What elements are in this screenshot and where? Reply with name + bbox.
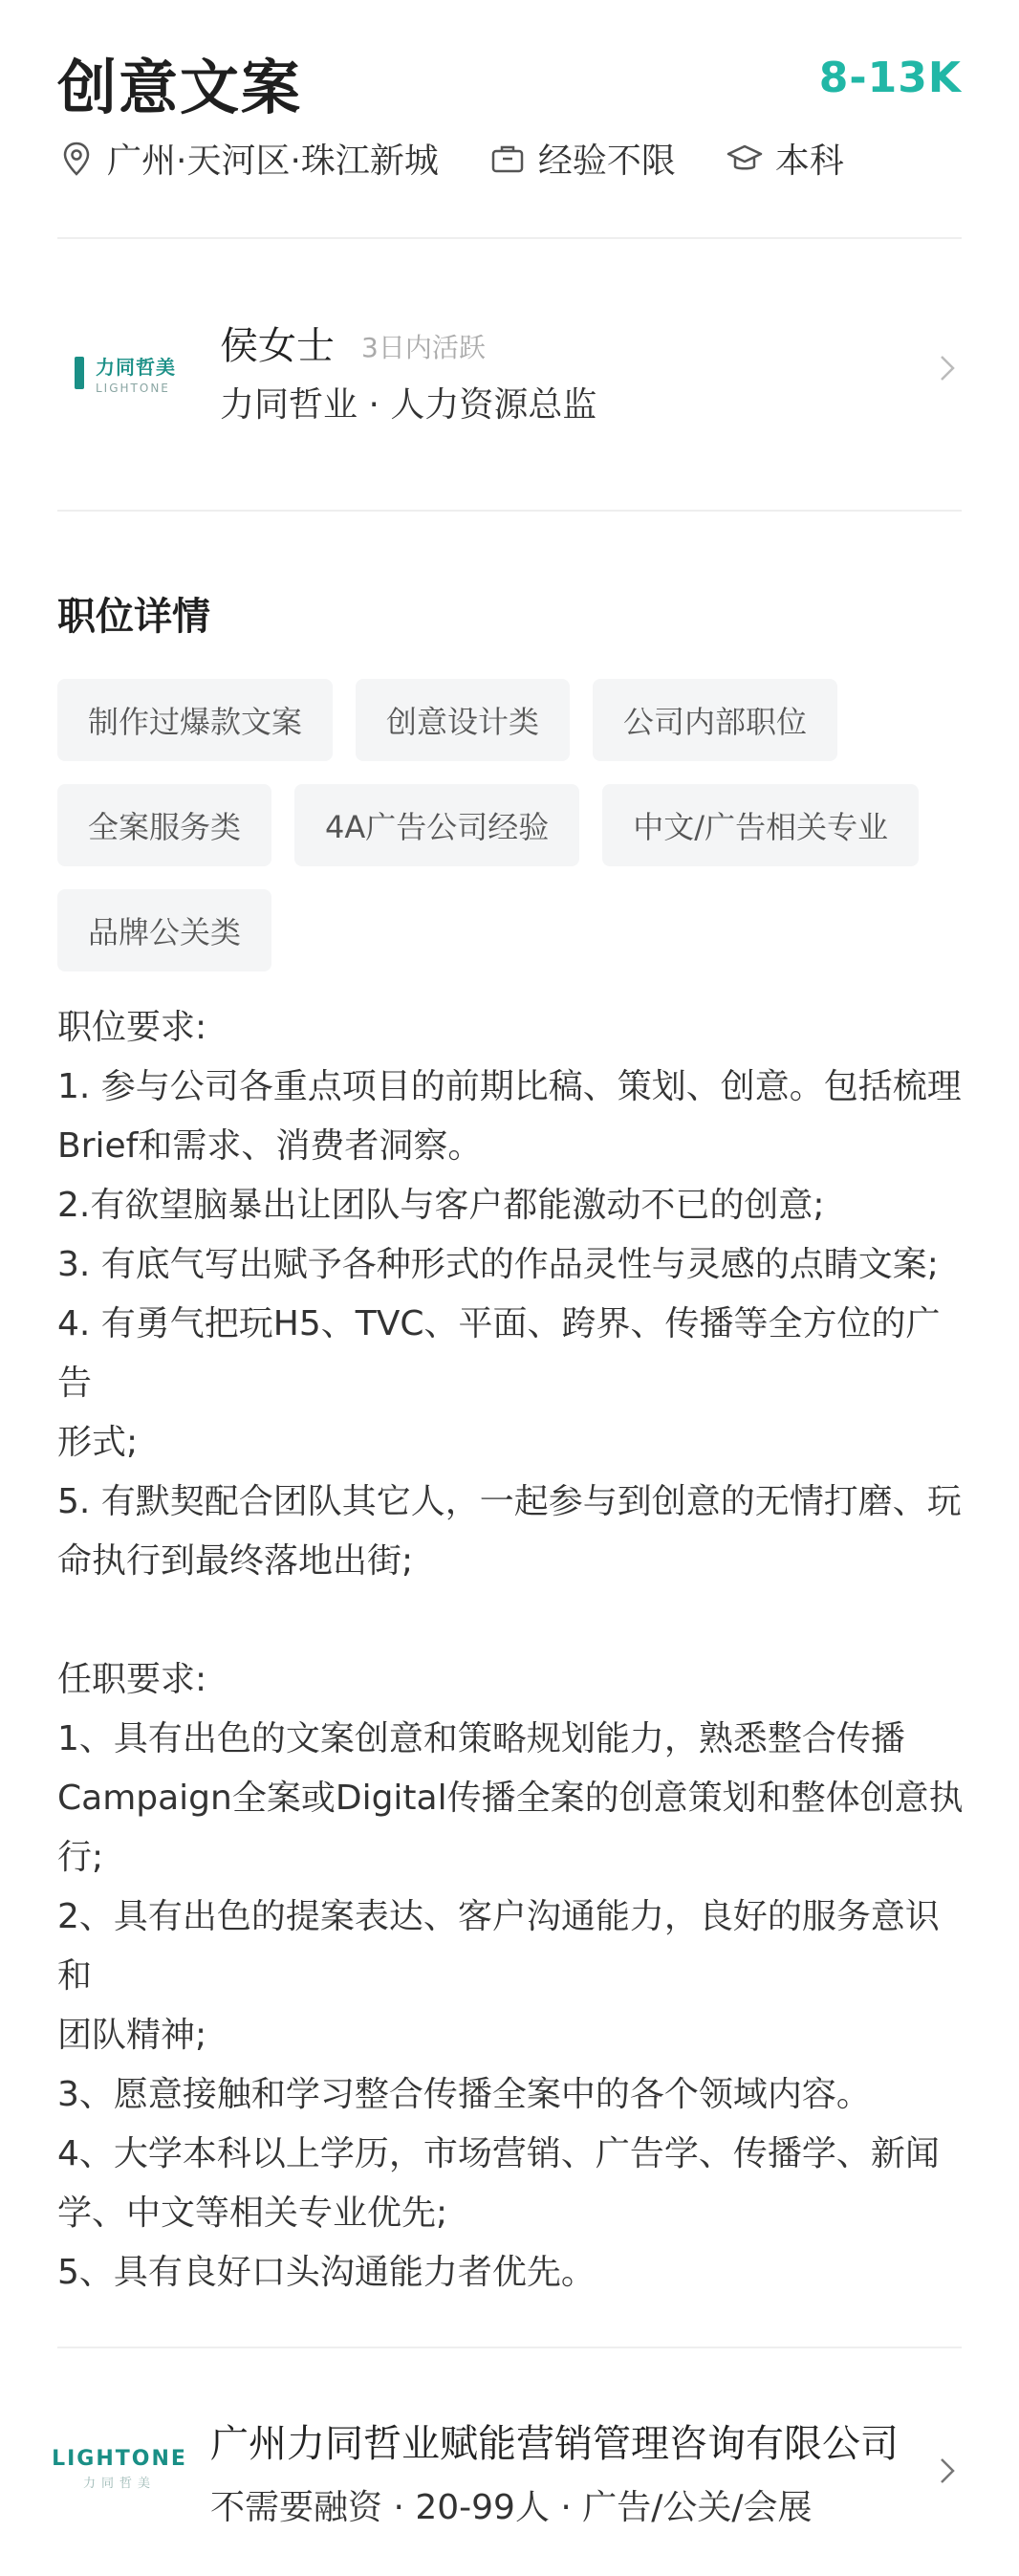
desc-line: 形式; — [57, 1423, 139, 1462]
location-pin-icon — [57, 140, 96, 178]
desc-line: 2、具有出色的提案表达、客户沟通能力，良好的服务意识和 — [57, 1897, 940, 1996]
company-info: 不需要融资 · 20-99人 · 广告/公关/会展 — [210, 2488, 813, 2527]
section-title-job-details: 职位详情 — [57, 595, 210, 639]
company-logo-en: LIGHTONE — [52, 2447, 187, 2471]
desc-line: 职位要求: — [57, 1008, 207, 1047]
desc-line: 3. 有底气写出赋予各种形式的作品灵性与灵感的点睛文案; — [57, 1245, 939, 1284]
recruiter-card[interactable] — [57, 239, 962, 512]
experience-item — [488, 134, 676, 183]
company-card[interactable] — [52, 2347, 962, 2576]
recruiter-company-role: 力同哲业 · 人力资源总监 — [220, 385, 597, 425]
desc-line: 2.有欲望脑暴出让团队与客户都能激动不已的创意; — [57, 1186, 825, 1225]
desc-line: 4、大学本科以上学历，市场营销、广告学、传播学、新闻 — [57, 2134, 940, 2173]
desc-line: 3、愿意接触和学习整合传播全案中的各个领域内容。 — [57, 2075, 871, 2114]
experience-text: 经验不限 — [537, 142, 676, 181]
desc-line: 团队精神; — [57, 2016, 207, 2055]
chevron-right-icon[interactable] — [933, 2456, 962, 2485]
tag: 中文/广告相关专业 — [602, 784, 919, 866]
education-item — [726, 134, 844, 183]
divider — [57, 510, 962, 512]
graduation-cap-icon — [726, 140, 764, 178]
tag: 制作过爆款文案 — [57, 679, 333, 761]
company-name: 广州力同哲业赋能营销管理咨询有限公司 — [210, 2422, 899, 2466]
desc-line: 命执行到最终落地出街; — [57, 1541, 414, 1581]
tag: 全案服务类 — [57, 784, 271, 866]
desc-line: 5. 有默契配合团队其它人，一起参与到创意的无情打磨、玩 — [57, 1482, 962, 1521]
recruiter-active-status: 3日内活跃 — [361, 332, 486, 363]
job-title: 创意文案 — [57, 53, 303, 122]
divider — [57, 2347, 962, 2348]
desc-line: Brief和需求、消费者洞察。 — [57, 1126, 483, 1166]
tag: 公司内部职位 — [593, 679, 837, 761]
desc-line: 任职要求: — [57, 1660, 207, 1699]
tag: 4A广告公司经验 — [294, 784, 579, 866]
logo-en-text: LIGHTONE — [96, 381, 170, 395]
recruiter-avatar-logo — [75, 335, 189, 411]
desc-line: 行; — [57, 1838, 104, 1877]
chevron-right-icon[interactable] — [933, 354, 962, 382]
recruiter-name: 侯女士 — [220, 324, 335, 368]
desc-line: 学、中文等相关专业优先; — [57, 2194, 448, 2233]
logo-cn-text: 力同哲美 — [96, 355, 176, 379]
tag: 品牌公关类 — [57, 889, 271, 971]
desc-line: 1. 参与公司各重点项目的前期比稿、策划、创意。包括梳理 — [57, 1067, 962, 1106]
job-meta — [57, 134, 894, 183]
desc-line: 4. 有勇气把玩H5、TVC、平面、跨界、传播等全方位的广告 — [57, 1304, 941, 1403]
logo-mark — [75, 357, 84, 389]
briefcase-icon — [488, 140, 527, 178]
location-text: 广州·天河区·珠江新城 — [107, 142, 439, 181]
education-text: 本科 — [774, 142, 844, 181]
tag: 创意设计类 — [356, 679, 570, 761]
job-header — [57, 0, 962, 239]
desc-line: 5、具有良好口头沟通能力者优先。 — [57, 2253, 596, 2292]
desc-line: Campaign全案或Digital传播全案的创意策划和整体创意执 — [57, 1779, 964, 1818]
location-item[interactable] — [57, 134, 439, 183]
desc-line: 1、具有出色的文案创意和策略规划能力，熟悉整合传播 — [57, 1719, 905, 1758]
company-logo — [52, 2447, 187, 2491]
salary: 8-13K — [818, 54, 962, 102]
tag-list — [57, 679, 962, 971]
job-description — [57, 998, 965, 2303]
company-logo-cn: 力同哲美 — [82, 2477, 156, 2491]
